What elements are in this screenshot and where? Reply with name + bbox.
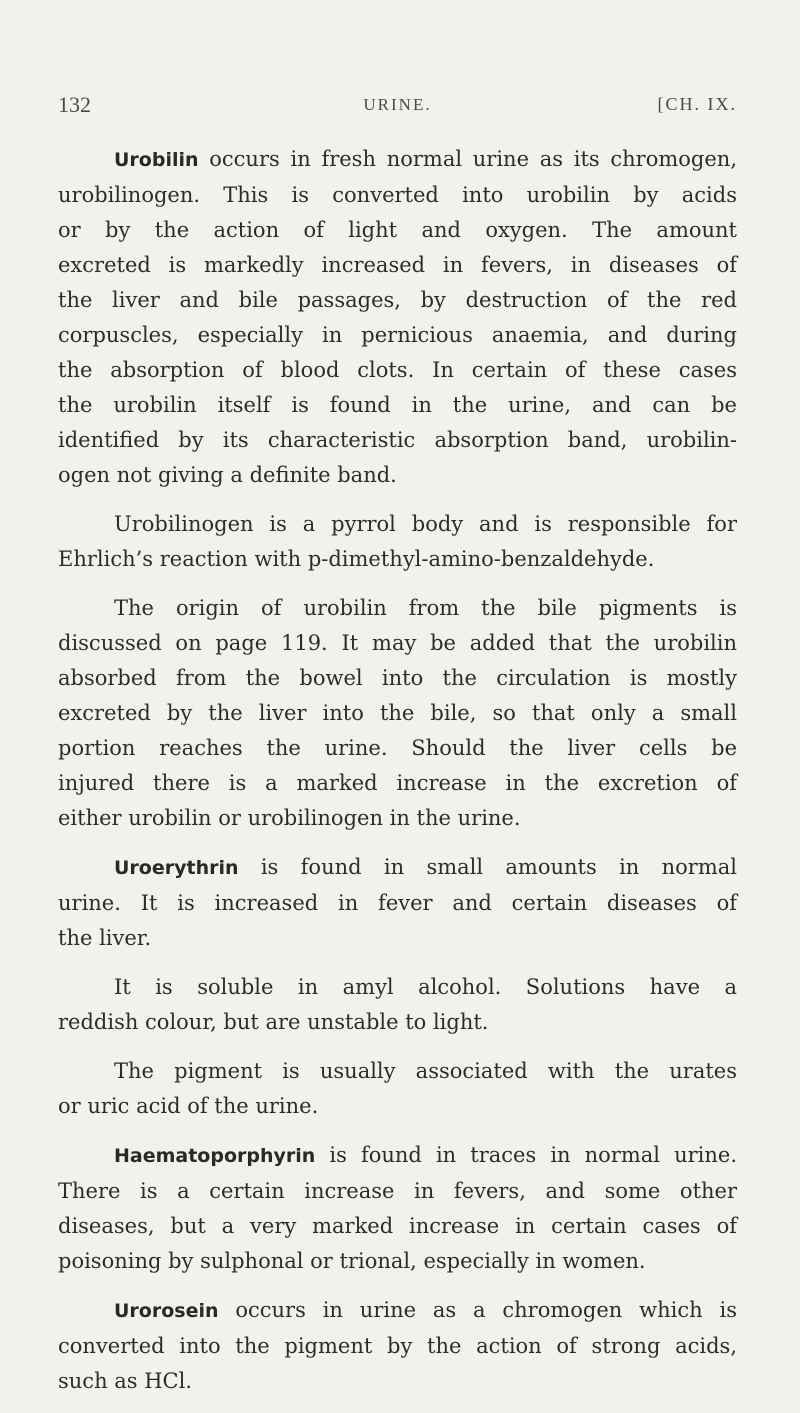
section-term: Haematoporphyrin: [114, 1145, 316, 1167]
paragraph: [58, 850, 737, 956]
paragraph: [58, 142, 737, 493]
line-text: excreted is markedly increased in fevers, in diseases of: [58, 253, 737, 277]
text-line: [58, 921, 737, 956]
text-line: [58, 696, 737, 731]
line-text: the liver.: [58, 926, 152, 950]
text-line: [58, 731, 737, 766]
line-text: such as HCl.: [58, 1369, 193, 1393]
text-line: [58, 1364, 737, 1399]
line-text: poisoning by sulphonal or trional, especially in women.: [58, 1249, 646, 1273]
line-text: It is soluble in amyl alcohol. Solutions have a: [114, 975, 737, 999]
text-line: [58, 626, 737, 661]
paragraph: [58, 1054, 737, 1124]
line-text: Ehrlich’s reaction with p-dimethyl-amino-benzaldehyde.: [58, 547, 655, 571]
text-line: [58, 178, 737, 213]
line-text: is found in small amounts in normal: [238, 855, 737, 879]
text-line: [58, 1293, 737, 1329]
text-line: [58, 507, 737, 542]
text-line: [58, 1005, 737, 1040]
line-text: absorbed from the bowel into the circulation is mostly: [58, 666, 737, 690]
text-line: [58, 661, 737, 696]
line-text: identified by its characteristic absorption band, urobilin-: [58, 428, 737, 452]
section-term: Urobilin: [114, 149, 199, 171]
text-line: [58, 423, 737, 458]
paragraph: [58, 970, 737, 1040]
section-term: Uroerythrin: [114, 857, 239, 879]
line-text: excreted by the liver into the bile, so that only a small: [58, 701, 737, 725]
line-text: diseases, but a very marked increase in certain cases of: [58, 1214, 737, 1238]
line-text: Urobilinogen is a pyrrol body and is responsible for: [114, 512, 737, 536]
text-line: [58, 1138, 737, 1174]
paragraph: [58, 591, 737, 836]
paragraph: [58, 507, 737, 577]
line-text: injured there is a marked increase in the excretion of: [58, 771, 737, 795]
line-text: the urobilin itself is found in the urine, and can be: [58, 393, 737, 417]
body-text: [58, 142, 737, 1413]
paragraph: [58, 1138, 737, 1279]
line-text: the absorption of blood clots. In certain of these cases: [58, 358, 737, 382]
line-text: discussed on page 119. It may be added that the urobilin: [58, 631, 737, 655]
text-line: [58, 886, 737, 921]
text-line: [58, 318, 737, 353]
running-title: URINE.: [363, 95, 432, 114]
line-text: There is a certain increase in fevers, and some other: [58, 1179, 737, 1203]
text-line: [58, 1054, 737, 1089]
text-line: [58, 283, 737, 318]
line-text: or by the action of light and oxygen. The amount: [58, 218, 737, 242]
line-text: corpuscles, especially in pernicious anaemia, and during: [58, 323, 737, 347]
line-text: or uric acid of the urine.: [58, 1094, 319, 1118]
chapter-label: [CH. IX.: [657, 94, 737, 114]
text-line: [58, 591, 737, 626]
text-line: [58, 1329, 737, 1364]
line-text: converted into the pigment by the action of strong acids,: [58, 1334, 737, 1358]
line-text: is found in traces in normal urine.: [315, 1143, 737, 1167]
text-line: [58, 1209, 737, 1244]
line-text: reddish colour, but are unstable to light.: [58, 1010, 489, 1034]
text-line: [58, 142, 737, 178]
section-term: Urorosein: [114, 1300, 219, 1322]
line-text: either urobilin or urobilinogen in the urine.: [58, 806, 521, 830]
line-text: The pigment is usually associated with the urates: [114, 1059, 737, 1083]
line-text: the liver and bile passages, by destruction of the red: [58, 288, 737, 312]
text-line: [58, 766, 737, 801]
text-line: [58, 353, 737, 388]
line-text: ogen not giving a definite band.: [58, 463, 397, 487]
line-text: urobilinogen. This is converted into urobilin by acids: [58, 183, 737, 207]
text-line: [58, 850, 737, 886]
page-number: 132: [58, 92, 91, 117]
text-line: [58, 1174, 737, 1209]
text-line: [58, 213, 737, 248]
text-line: [58, 1089, 737, 1124]
line-text: urine. It is increased in fever and certain diseases of: [58, 891, 737, 915]
text-line: [58, 248, 737, 283]
line-text: occurs in urine as a chromogen which is: [218, 1298, 737, 1322]
text-line: [58, 1244, 737, 1279]
text-line: [58, 970, 737, 1005]
text-line: [58, 542, 737, 577]
text-line: [58, 388, 737, 423]
page-header: [58, 92, 737, 122]
line-text: portion reaches the urine. Should the liver cells be: [58, 736, 737, 760]
text-line: [58, 458, 737, 493]
text-line: [58, 801, 737, 836]
line-text: The origin of urobilin from the bile pigments is: [114, 596, 737, 620]
line-text: occurs in fresh normal urine as its chromogen,: [198, 147, 737, 171]
paragraph: [58, 1293, 737, 1399]
